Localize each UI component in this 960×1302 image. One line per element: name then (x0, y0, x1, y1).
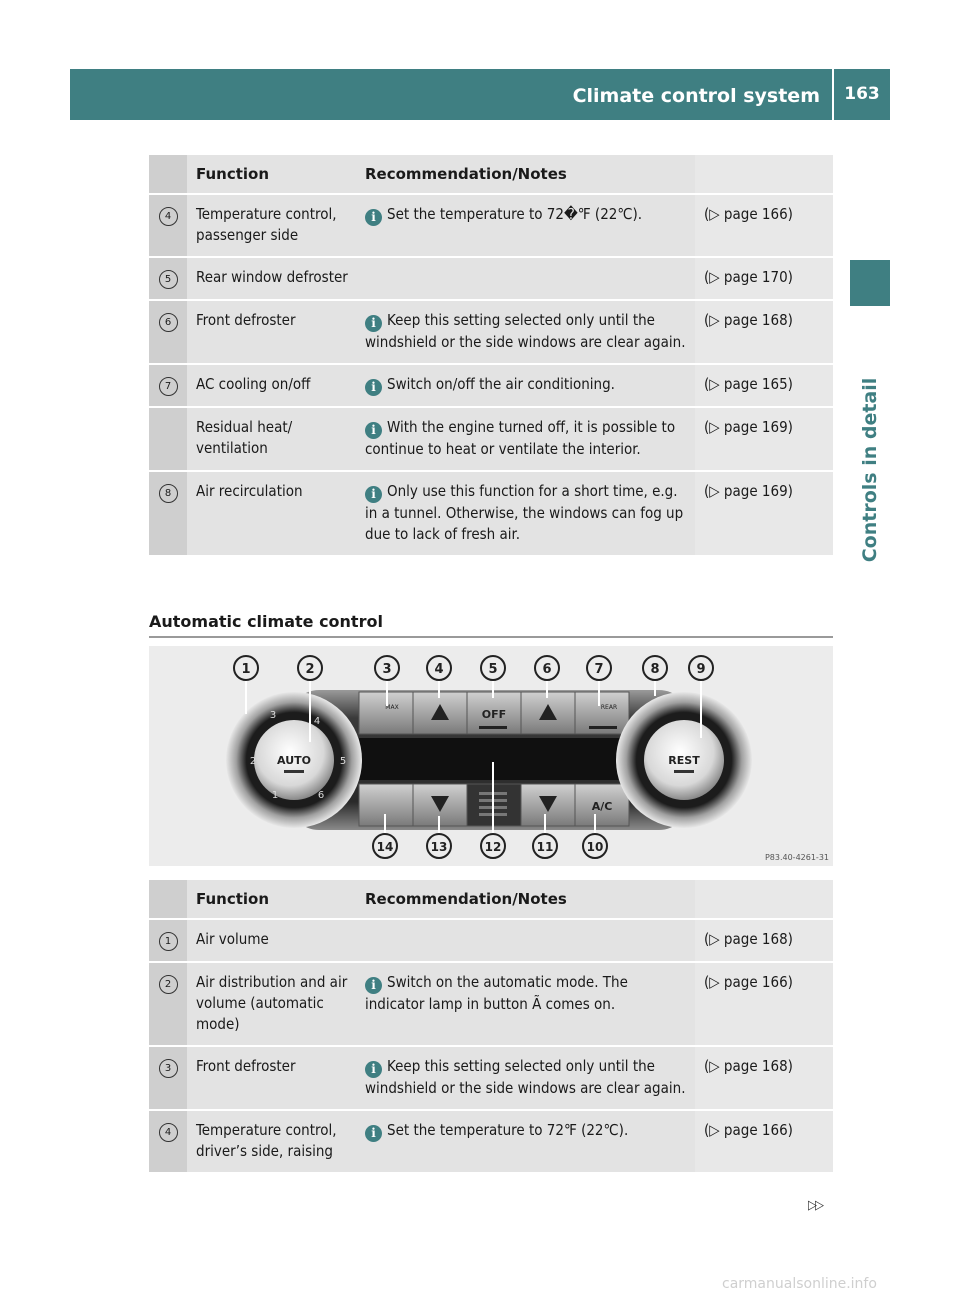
notes-cell (356, 963, 695, 1047)
image-code: P83.40-4261-31 (764, 853, 829, 862)
header-notes: Recommendation/Notes (356, 880, 695, 920)
table-row (149, 1111, 833, 1174)
callout-label-bottom: 11 (536, 840, 554, 854)
row-number (149, 195, 187, 258)
climate-panel-image (149, 646, 833, 866)
row-number (149, 472, 187, 557)
info-icon: i (365, 209, 382, 226)
function-table-2 (149, 880, 833, 1174)
row-number (149, 408, 187, 472)
callout-number: 6 (159, 313, 178, 332)
page-reference[interactable]: (▷ page 168) (695, 920, 833, 963)
table-row (149, 365, 833, 408)
function-cell: Front defroster (187, 1047, 356, 1111)
off-label: OFF (481, 708, 507, 721)
side-tab-marker (850, 260, 890, 306)
function-cell: Residual heat/ ventilation (187, 408, 356, 472)
page-reference[interactable]: (▷ page 166) (695, 195, 833, 258)
dial-number: 1 (271, 790, 279, 801)
table-row (149, 963, 833, 1047)
page-reference[interactable]: (▷ page 170) (695, 258, 833, 301)
notes-cell (356, 301, 695, 365)
info-icon: i (365, 315, 382, 332)
table-row (149, 408, 833, 472)
callout-label-top: 3 (382, 662, 392, 677)
page-reference[interactable]: (▷ page 166) (695, 963, 833, 1047)
function-cell: Temperature control, passenger side (187, 195, 356, 258)
note-text: Switch on/off the air conditioning. (387, 375, 615, 393)
note-text: Set the temperature to 72�℉ (22℃). (387, 205, 643, 223)
page-reference[interactable]: (▷ page 165) (695, 365, 833, 408)
callout-number: 2 (159, 975, 178, 994)
callout-label-top: 7 (594, 662, 604, 677)
table-row (149, 195, 833, 258)
notes-cell (356, 195, 695, 258)
callout-number: 4 (159, 207, 178, 226)
callout-label-bottom: 12 (484, 840, 502, 854)
watermark: carmanualsonline.info (722, 1276, 877, 1292)
function-cell: Air recirculation (187, 472, 356, 557)
header-ref (695, 155, 833, 195)
row-number (149, 258, 187, 301)
page-reference[interactable]: (▷ page 168) (695, 1047, 833, 1111)
notes-cell (356, 1047, 695, 1111)
table-header-row (149, 155, 833, 195)
header-ref (695, 880, 833, 920)
note-text: Set the temperature to 72℉ (22℃). (387, 1121, 629, 1139)
callout-number: 4 (159, 1123, 178, 1142)
info-icon: i (365, 1061, 382, 1078)
note-text: Keep this setting selected only until the windshield or the side windows are clear again. (365, 311, 686, 351)
notes-cell (356, 258, 695, 301)
max-label: MAX (385, 704, 399, 711)
chapter-title: Climate control system (573, 69, 834, 120)
header-function: Function (187, 155, 356, 195)
table-row (149, 258, 833, 301)
info-icon: i (365, 1125, 382, 1142)
callout-label-bottom: 14 (376, 840, 394, 854)
function-cell: Air volume (187, 920, 356, 963)
header-num (149, 155, 187, 195)
function-cell: Air distribution and air volume (automatic mode) (187, 963, 356, 1047)
callout-number: 3 (159, 1059, 178, 1078)
page-number: 163 (844, 84, 880, 104)
function-cell: AC cooling on/off (187, 365, 356, 408)
row-number (149, 301, 187, 365)
note-text: Only use this function for a short time, e.g. in a tunnel. Otherwise, the windows can fog up due to lack of fresh air. (365, 482, 684, 543)
ac-label: A/C (591, 800, 613, 813)
notes-cell (356, 472, 695, 557)
row-number (149, 963, 187, 1047)
info-icon: i (365, 977, 382, 994)
header-function: Function (187, 880, 356, 920)
continued-arrows: ▷▷ (808, 1198, 822, 1213)
notes-cell (356, 365, 695, 408)
page-header (70, 69, 890, 120)
callout-number: 7 (159, 377, 178, 396)
section-heading: Automatic climate control (149, 612, 833, 638)
note-text: With the engine turned off, it is possible to continue to heat or ventilate the interior. (365, 418, 676, 458)
side-chapter-label: Controls in detail (859, 377, 881, 563)
callout-label-top: 6 (542, 662, 552, 677)
page-reference[interactable]: (▷ page 169) (695, 408, 833, 472)
row-number (149, 365, 187, 408)
function-cell: Front defroster (187, 301, 356, 365)
table-row (149, 920, 833, 963)
row-number (149, 920, 187, 963)
dial-number: 3 (269, 710, 277, 721)
dial-number: 4 (313, 716, 321, 727)
note-text: Switch on the automatic mode. The indicator lamp in button Ã comes on. (365, 973, 628, 1013)
function-cell: Rear window defroster (187, 258, 356, 301)
info-icon: i (365, 422, 382, 439)
rest-label: REST (668, 754, 700, 767)
callout-label-top: 1 (241, 662, 251, 677)
callout-label-bottom: 10 (586, 840, 604, 854)
dial-number: 5 (339, 756, 347, 767)
info-icon: i (365, 486, 382, 503)
info-icon: i (365, 379, 382, 396)
header-notes: Recommendation/Notes (356, 155, 695, 195)
callout-label-bottom: 13 (430, 840, 448, 854)
callout-label-top: 9 (696, 662, 706, 677)
header-num (149, 880, 187, 920)
callout-number: 8 (159, 484, 178, 503)
table-row (149, 472, 833, 557)
dial-number: 6 (317, 790, 325, 801)
callout-label-top: 5 (488, 662, 498, 677)
callout-label-top: 8 (650, 662, 660, 677)
notes-cell (356, 1111, 695, 1174)
notes-cell (356, 920, 695, 963)
note-text: Keep this setting selected only until the windshield or the side windows are clear again. (365, 1057, 686, 1097)
notes-cell (356, 408, 695, 472)
callout-label-top: 2 (305, 662, 315, 677)
function-table-1 (149, 155, 833, 557)
rear-label: REAR (600, 704, 618, 711)
auto-label: AUTO (277, 754, 311, 767)
row-number (149, 1111, 187, 1174)
page-reference[interactable]: (▷ page 166) (695, 1111, 833, 1174)
page-reference[interactable]: (▷ page 169) (695, 472, 833, 557)
table-row (149, 1047, 833, 1111)
table-header-row (149, 880, 833, 920)
callout-number: 5 (159, 270, 178, 289)
callout-number: 1 (159, 932, 178, 951)
dial-number: 2 (249, 756, 257, 767)
page-reference[interactable]: (▷ page 168) (695, 301, 833, 365)
function-cell: Temperature control, driver’s side, raising (187, 1111, 356, 1174)
table-row (149, 301, 833, 365)
row-number (149, 1047, 187, 1111)
callout-label-top: 4 (434, 662, 444, 677)
